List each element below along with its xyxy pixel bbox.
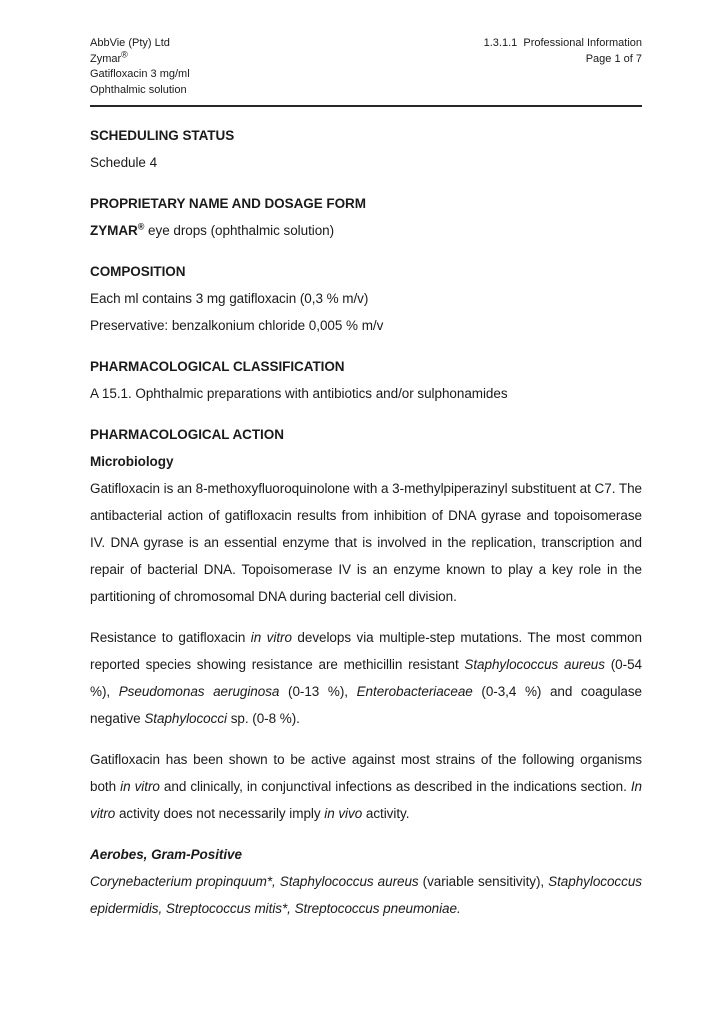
document-body — [90, 122, 642, 922]
composition-heading: COMPOSITION — [90, 264, 186, 279]
section-aerobes-gram-positive — [90, 841, 642, 922]
aerobes-gram-positive-list: Corynebacterium propinquum*, Staphylococcus aureus (variable sensitivity), Staphylococcus epidermidis, Streptococcus mitis*, Streptococcus pneumoniae. — [90, 874, 642, 916]
pharmacological-action-heading: PHARMACOLOGICAL ACTION — [90, 427, 284, 442]
classification-value: A 15.1. Ophthalmic preparations with antibiotics and/or sulphonamides — [90, 386, 508, 401]
header-company-line: AbbVie (Pty) Ltd — [90, 37, 170, 49]
composition-line-preservative: Preservative: benzalkonium chloride 0,005 % m/v — [90, 318, 384, 333]
classification-heading: PHARMACOLOGICAL CLASSIFICATION — [90, 359, 345, 374]
header-strength-line: Gatifloxacin 3 mg/ml — [90, 68, 190, 80]
microbiology-subheading: Microbiology — [90, 454, 174, 469]
activity-paragraph-block — [90, 746, 642, 827]
header-doc-ref: 1.3.1.1 Professional Information — [483, 37, 642, 49]
scheduling-status-heading: SCHEDULING STATUS — [90, 128, 235, 143]
aerobes-gram-positive-heading: Aerobes, Gram-Positive — [90, 847, 242, 862]
header-form-line: Ophthalmic solution — [90, 83, 187, 96]
header-page-number: Page 1 of 7 — [585, 52, 642, 65]
section-proprietary-name — [90, 190, 642, 244]
header-divider — [90, 105, 642, 107]
section-pharmacological-action — [90, 421, 642, 610]
header-right-block — [484, 36, 642, 67]
proprietary-name-heading: PROPRIETARY NAME AND DOSAGE FORM — [90, 196, 366, 211]
section-composition — [90, 258, 642, 339]
page-header — [90, 36, 642, 98]
scheduling-status-value: Schedule 4 — [90, 155, 158, 170]
section-pharmacological-classification — [90, 353, 642, 407]
resistance-paragraph: Resistance to gatifloxacin in vitro develops via multiple-step mutations. The most common reported species showing resistance are methicillin resistant Staphylococcus aureus (0-54 %), Pseudomonas aeruginosa (0-13 %), Enterobacteriaceae (0-3,4 %) and coagulase negative Staphylococci sp. (0-8 %). — [90, 630, 643, 726]
header-product-line: Zymar® — [90, 48, 128, 65]
composition-line-active: Each ml contains 3 mg gatifloxacin (0,3 % m/v) — [90, 291, 369, 306]
microbiology-paragraph: Gatifloxacin is an 8-methoxyfluoroquinolone with a 3-methylpiperazinyl substituent at C7. The antibacterial action of gatifloxacin results from inhibition of DNA gyrase and topoisomerase IV. DNA gyrase is an essential enzyme that is involved in the replication, transcription and repair of bacterial DNA. Topoisomerase IV is an enzyme known to play a key role in the partitioning of chromosomal DNA during bacterial cell division. — [90, 481, 642, 604]
section-scheduling-status — [90, 122, 642, 176]
activity-paragraph: Gatifloxacin has been shown to be active against most strains of the following organisms both in vitro and clinically, in conjunctival infections as described in the indications section. In vitro activity does not necessarily imply in vivo activity. — [90, 752, 642, 821]
header-left-block — [90, 36, 190, 98]
resistance-paragraph-block — [90, 624, 642, 732]
proprietary-name-value: ZYMAR® eye drops (ophthalmic solution) — [90, 221, 335, 238]
